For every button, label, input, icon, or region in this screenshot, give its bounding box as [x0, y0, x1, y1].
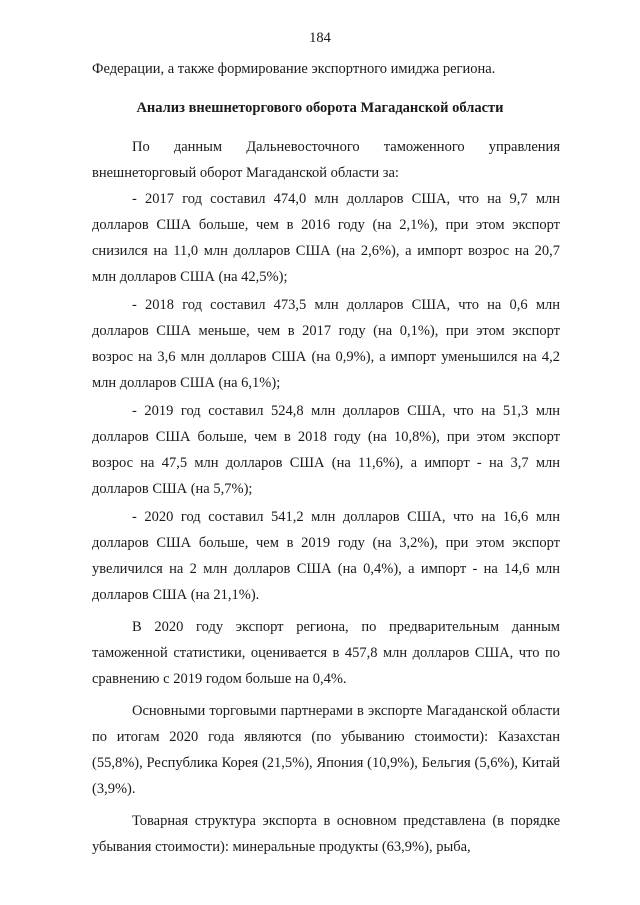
page-number: 184	[309, 30, 331, 46]
export-paragraph: В 2020 году экспорт региона, по предварительным данным таможенной статистики, оценивается в 457,8 млн долларов США, что по сравнению с 2019 годом больше на 0,4%.	[92, 619, 560, 687]
partners-paragraph: Основными торговыми партнерами в экспорте Магаданской области по итогам 2020 года являются (по убыванию стоимости): Казахстан (55,8%), Республика Корея (21,5%), Япония (10,9%), Бельгия (5,6%), Китай (3,9%).	[92, 703, 560, 797]
body-text	[92, 134, 560, 860]
structure-paragraph: Товарная структура экспорта в основном представлена (в порядке убывания стоимости): минеральные продукты (63,9%), рыба,	[92, 813, 560, 855]
item-2019: - 2019 год составил 524,8 млн долларов США, что на 51,3 млн долларов США больше, чем в 2018 году (на 10,8%), при этом экспорт возрос на 47,5 млн долларов США (на 11,6%), а импорт - на 3,7 млн долларов США (на 5,7%);	[92, 403, 560, 497]
item-2020: - 2020 год составил 541,2 млн долларов США, что на 16,6 млн долларов США больше, чем в 2019 году (на 3,2%), при этом экспорт увеличился на 2 млн долларов США (на 0,4%), а импорт - на 14,6 млн долларов США (на 21,1%).	[92, 509, 560, 603]
continuation-line: Федерации, а также формирование экспортного имиджа региона.	[92, 61, 496, 77]
item-2017: - 2017 год составил 474,0 млн долларов США, что на 9,7 млн долларов США больше, чем в 2016 году (на 2,1%), при этом экспорт снизился на 11,0 млн долларов США (на 2,6%), а импорт возрос на 20,7 млн долларов США (на 42,5%);	[92, 191, 560, 285]
continuation-block	[92, 56, 560, 82]
intro-paragraph: По данным Дальневосточного таможенного управления внешнеторговый оборот Магаданской области за:	[92, 139, 560, 181]
item-2018: - 2018 год составил 473,5 млн долларов США, что на 0,6 млн долларов США меньше, чем в 2017 году (на 0,1%), при этом экспорт возрос на 3,6 млн долларов США (на 0,9%), а импорт уменьшился на 4,2 млн долларов США (на 6,1%);	[92, 297, 560, 391]
section-heading: Анализ внешнеторгового оборота Магаданской области	[136, 100, 504, 116]
